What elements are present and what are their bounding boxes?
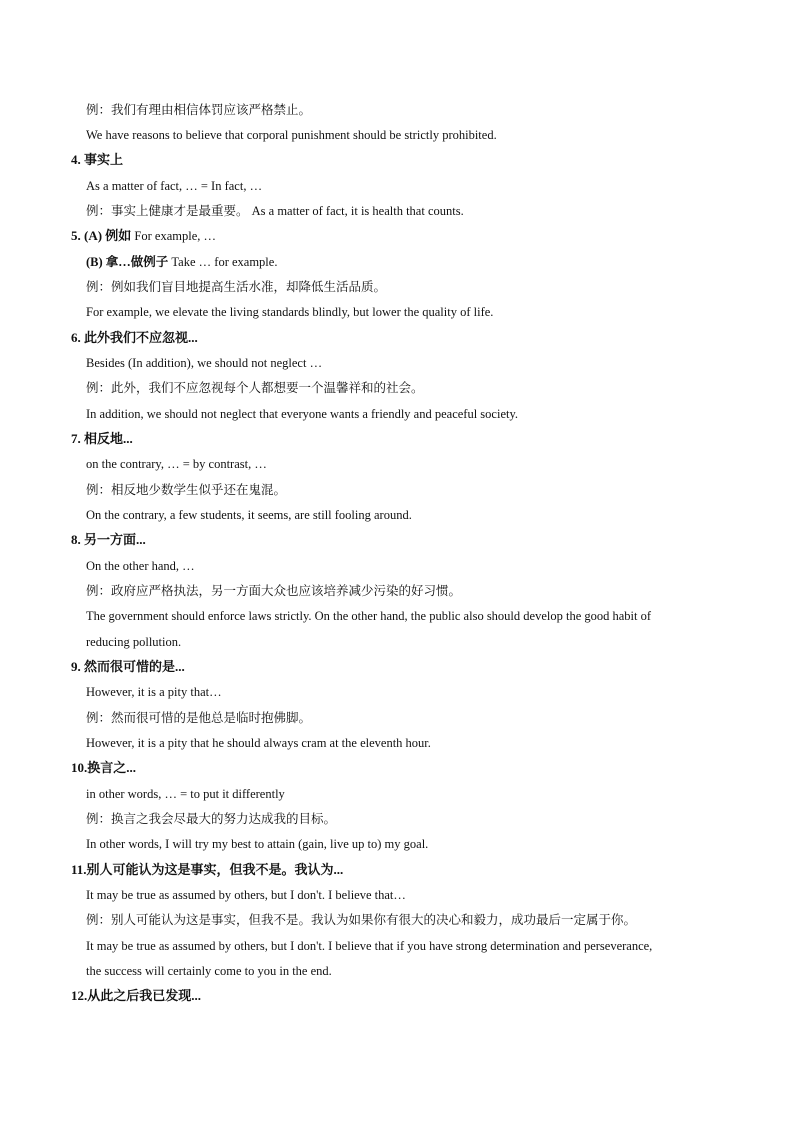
example-cn-8: 例：政府应严格执法，另一方面大众也应该培养减少污染的好习惯。 [86,583,462,598]
heading-9: 9. 然而很可惜的是... [71,659,185,674]
phrase-7: on the contrary, … = by contrast, … [86,457,267,471]
example-en-11b: the success will certainly come to you in the end. [86,964,332,978]
example-en-5: For example, we elevate the living standards blindly, but lower the quality of life. [86,305,494,319]
example-4: 例：事实上健康才是最重要。 As a matter of fact, it is health that counts. [86,204,464,218]
heading-6: 6. 此外我们不应忽视... [71,330,198,345]
example-en-6: In addition, we should not neglect that everyone wants a friendly and peaceful society. [86,407,519,421]
example-cn-11: 例：别人可能认为这是事实，但我不是。我认为如果你有很大的决心和毅力，成功最后一定属于你。 [86,912,637,927]
phrase-6: Besides (In addition), we should not neglect … [86,356,323,370]
example-cn-3: 例：我们有理由相信体罚应该严格禁止。 [86,102,312,117]
example-en-7: On the contrary, a few students, it seems, are still fooling around. [86,508,412,522]
example-en-8b: reducing pollution. [86,635,182,649]
example-en-10: In other words, I will try my best to attain (gain, live up to) my goal. [86,837,429,851]
phrase-11: It may be true as assumed by others, but I don't. I believe that… [86,888,406,902]
heading-5b [86,254,277,270]
example-en-8a: The government should enforce laws strictly. On the other hand, the public also should develop the good habit of [86,609,652,623]
heading-5a [71,228,216,244]
heading-8: 8. 另一方面... [71,532,146,547]
example-en-11a: It may be true as assumed by others, but I don't. I believe that if you have strong determination and perseverance, [86,939,653,953]
heading-4: 4. 事实上 [71,152,124,167]
phrase-9: However, it is a pity that… [86,685,222,699]
example-cn-10: 例：换言之我会尽最大的努力达成我的目标。 [86,811,337,826]
phrase-10: in other words, … = to put it differently [86,787,285,801]
example-cn-5: 例：例如我们盲目地提高生活水准，却降低生活品质。 [86,279,387,294]
phrase-8: On the other hand, … [86,559,195,573]
phrase-4: As a matter of fact, … = In fact, … [86,179,263,193]
example-cn-7: 例：相反地少数学生似乎还在鬼混。 [86,482,287,497]
heading-5b-title: (B) 拿…做例子 [86,255,169,269]
heading-5a-title: 5. (A) 例如 [71,228,132,243]
example-cn-6: 例：此外，我们不应忽视每个人都想要一个温馨祥和的社会。 [86,380,424,395]
heading-5a-phrase: For example, … [131,229,217,243]
heading-12: 12.从此之后我已发现... [71,988,202,1003]
heading-11: 11.别人可能认为这是事实，但我不是。我认为... [71,862,344,877]
heading-5b-phrase: Take … for example. [168,255,278,269]
example-en-9: However, it is a pity that he should always cram at the eleventh hour. [86,736,431,750]
heading-7: 7. 相反地... [71,431,133,446]
example-en-3: We have reasons to believe that corporal punishment should be strictly prohibited. [86,128,497,142]
example-cn-9: 例：然而很可惜的是他总是临时抱佛脚。 [86,710,312,725]
heading-10: 10.换言之... [71,760,137,775]
